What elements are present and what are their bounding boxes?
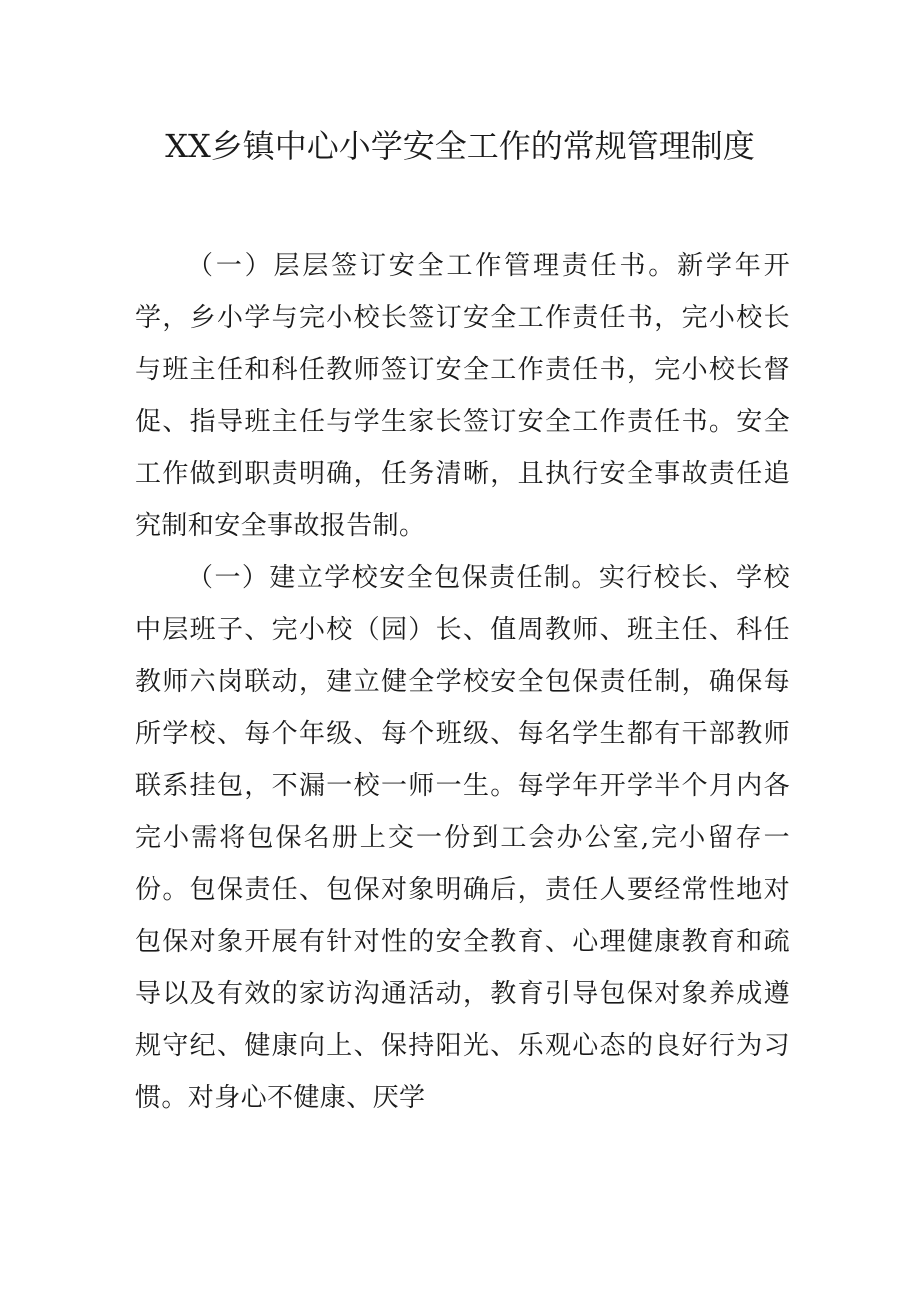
paragraph-responsibility-letters: （一）层层签订安全工作管理责任书。新学年开学，乡小学与完小校长签订安全工作责任书，完小校长与班主任和科任教师签订安全工作责任书，完小校长督促、指导班主任与学生家长签订安全工作责任书。安全工作做到职责明确，任务清晰，且执行安全事故责任追究制和安全事故报告制。 <box>135 251 790 541</box>
document-body <box>135 240 790 1124</box>
paragraph-safety-package-system: （一）建立学校安全包保责任制。实行校长、学校中层班子、完小校（园）长、值周教师、班主任、科任教师六岗联动，建立健全学校安全包保责任制，确保每所学校、每个年级、每个班级、每名学生都有干部教师联系挂包，不漏一校一师一生。每学年开学半个月内各完小需将包保名册上交一份到工会办公室,完小留存一份。包保责任、包保对象明确后，责任人要经常性地对包保对象开展有针对性的安全教育、心理健康教育和疏导以及有效的家访沟通活动，教育引导包保对象养成遵规守纪、健康向上、保持阳光、乐观心态的良好行为习惯。对身心不健康、厌学 <box>135 563 790 1113</box>
document-title: XX乡镇中心小学安全工作的常规管理制度 <box>165 127 755 165</box>
